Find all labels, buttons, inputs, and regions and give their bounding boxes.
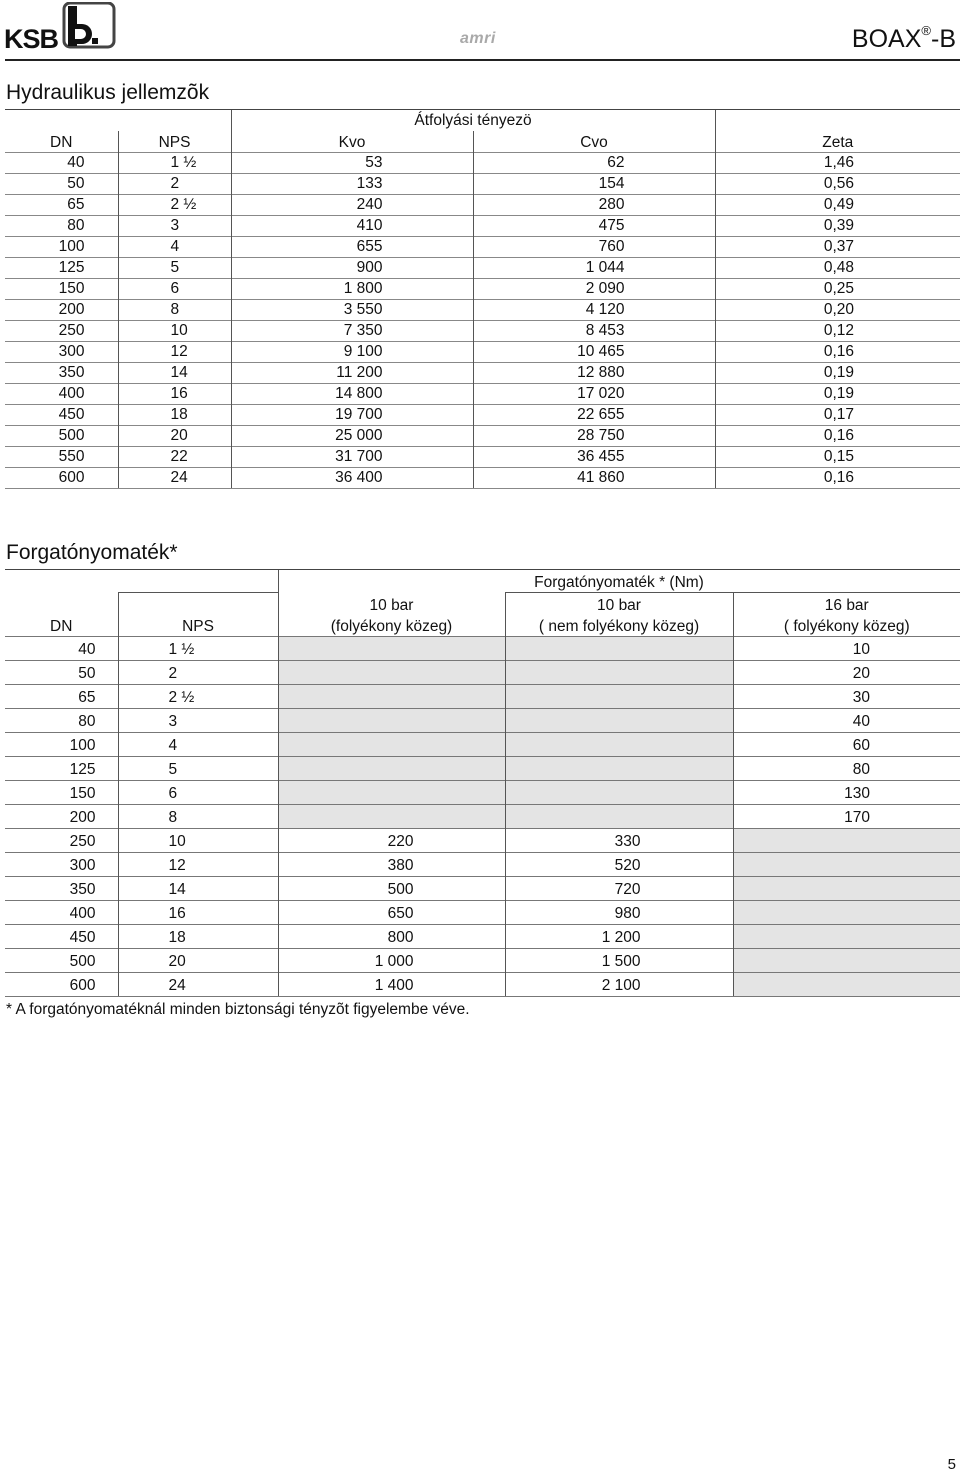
cell-dn: 300 xyxy=(5,853,118,877)
cell-cvo: 17 020 xyxy=(473,384,715,405)
cell-torque-10bar-nonliquid xyxy=(505,685,733,709)
cell-nps: 18 xyxy=(118,405,231,426)
table-row xyxy=(5,949,960,973)
cell-dn: 100 xyxy=(5,237,118,258)
cell-nps: 6 xyxy=(118,781,278,805)
cell-torque-10bar-nonliquid: 1 500 xyxy=(505,949,733,973)
cell-zeta: 0,17 xyxy=(715,405,960,426)
table-row xyxy=(5,195,960,216)
cell-nps: 5 xyxy=(118,757,278,781)
table-row xyxy=(5,216,960,237)
cell-cvo: 10 465 xyxy=(473,342,715,363)
cell-dn: 350 xyxy=(5,363,118,384)
column-header-dn: DN xyxy=(50,134,73,151)
cell-kvo: 36 400 xyxy=(231,468,473,489)
cell-torque-10bar-liquid: 380 xyxy=(278,853,505,877)
column-header-10bar-liquid: 10 bar xyxy=(278,593,505,616)
cell-torque-10bar-liquid xyxy=(278,709,505,733)
cell-nps: 12 xyxy=(118,342,231,363)
cell-nps: 20 xyxy=(118,426,231,447)
cell-kvo: 14 800 xyxy=(231,384,473,405)
cell-cvo: 1 044 xyxy=(473,258,715,279)
cell-nps: 2 ½ xyxy=(118,685,278,709)
table-row xyxy=(5,321,960,342)
table-row xyxy=(5,153,960,174)
table-row xyxy=(5,426,960,447)
torque-header-row-1 xyxy=(5,593,960,616)
cell-nps: 2 xyxy=(118,661,278,685)
table-row xyxy=(5,384,960,405)
cell-zeta: 0,20 xyxy=(715,300,960,321)
table-row xyxy=(5,757,960,781)
cell-torque-10bar-nonliquid xyxy=(505,757,733,781)
hydraulics-group-header-row xyxy=(5,110,960,132)
table-row xyxy=(5,781,960,805)
cell-dn: 450 xyxy=(5,925,118,949)
cell-dn: 450 xyxy=(5,405,118,426)
column-header-nps: NPS xyxy=(118,615,278,637)
table-row xyxy=(5,468,960,489)
cell-kvo: 133 xyxy=(231,174,473,195)
cell-dn: 65 xyxy=(5,195,118,216)
cell-torque-10bar-liquid: 1 400 xyxy=(278,973,505,997)
cell-zeta: 1,46 xyxy=(715,153,960,174)
cell-kvo: 900 xyxy=(231,258,473,279)
cell-torque-16bar-liquid: 170 xyxy=(733,805,960,829)
cell-nps: 2 xyxy=(118,174,231,195)
cell-torque-10bar-nonliquid: 980 xyxy=(505,901,733,925)
cell-torque-16bar-liquid: 60 xyxy=(733,733,960,757)
column-header-dn: DN xyxy=(50,618,73,635)
cell-torque-10bar-nonliquid xyxy=(505,733,733,757)
cell-nps: 8 xyxy=(118,805,278,829)
cell-torque-10bar-liquid xyxy=(278,781,505,805)
cell-nps: 24 xyxy=(118,973,278,997)
column-header-10bar-nonliquid-medium: ( nem folyékony közeg) xyxy=(505,615,733,637)
cell-dn: 65 xyxy=(5,685,118,709)
cell-zeta: 0,16 xyxy=(715,342,960,363)
cell-zeta: 0,39 xyxy=(715,216,960,237)
cell-nps: 3 xyxy=(118,709,278,733)
cell-zeta: 0,48 xyxy=(715,258,960,279)
cell-dn: 80 xyxy=(5,216,118,237)
column-header-zeta: Zeta xyxy=(715,131,960,153)
cell-torque-10bar-nonliquid: 720 xyxy=(505,877,733,901)
table-row xyxy=(5,363,960,384)
torque-group-header-row xyxy=(5,570,960,593)
cell-dn: 125 xyxy=(5,757,118,781)
cell-dn: 500 xyxy=(5,426,118,447)
cell-torque-16bar-liquid xyxy=(733,949,960,973)
cell-torque-10bar-nonliquid: 1 200 xyxy=(505,925,733,949)
cell-torque-10bar-nonliquid: 330 xyxy=(505,829,733,853)
cell-nps: 8 xyxy=(118,300,231,321)
cell-cvo: 8 453 xyxy=(473,321,715,342)
cell-zeta: 0,56 xyxy=(715,174,960,195)
table-row xyxy=(5,637,960,661)
cell-nps: 14 xyxy=(118,877,278,901)
cell-zeta: 0,19 xyxy=(715,363,960,384)
cell-cvo: 41 860 xyxy=(473,468,715,489)
cell-zeta: 0,37 xyxy=(715,237,960,258)
cell-torque-10bar-nonliquid: 520 xyxy=(505,853,733,877)
cell-dn: 350 xyxy=(5,877,118,901)
cell-torque-10bar-nonliquid xyxy=(505,709,733,733)
table-row xyxy=(5,279,960,300)
cell-torque-10bar-nonliquid: 2 100 xyxy=(505,973,733,997)
column-header-nps: NPS xyxy=(118,131,231,153)
cell-cvo: 760 xyxy=(473,237,715,258)
column-header-16bar-liquid: 16 bar xyxy=(733,593,960,616)
cell-kvo: 19 700 xyxy=(231,405,473,426)
cell-torque-10bar-liquid xyxy=(278,661,505,685)
cell-kvo: 410 xyxy=(231,216,473,237)
cell-dn: 150 xyxy=(5,279,118,300)
cell-cvo: 36 455 xyxy=(473,447,715,468)
table-row xyxy=(5,258,960,279)
table-row xyxy=(5,853,960,877)
cell-cvo: 475 xyxy=(473,216,715,237)
cell-torque-16bar-liquid: 30 xyxy=(733,685,960,709)
ksb-logo-icon xyxy=(58,2,116,50)
cell-dn: 550 xyxy=(5,447,118,468)
cell-kvo: 25 000 xyxy=(231,426,473,447)
cell-torque-16bar-liquid: 40 xyxy=(733,709,960,733)
cell-dn: 200 xyxy=(5,805,118,829)
table-row xyxy=(5,342,960,363)
cell-nps: 16 xyxy=(118,901,278,925)
cell-torque-10bar-liquid: 800 xyxy=(278,925,505,949)
table-row xyxy=(5,733,960,757)
cell-nps: 22 xyxy=(118,447,231,468)
cell-nps: 20 xyxy=(118,949,278,973)
cell-nps: 10 xyxy=(118,321,231,342)
cell-torque-10bar-liquid: 1 000 xyxy=(278,949,505,973)
cell-torque-16bar-liquid: 20 xyxy=(733,661,960,685)
cell-cvo: 22 655 xyxy=(473,405,715,426)
cell-nps: 10 xyxy=(118,829,278,853)
cell-dn: 125 xyxy=(5,258,118,279)
cell-nps: 14 xyxy=(118,363,231,384)
cell-dn: 50 xyxy=(5,174,118,195)
cell-dn: 50 xyxy=(5,661,118,685)
table-row xyxy=(5,174,960,195)
column-header-kvo: Kvo xyxy=(231,131,473,153)
cell-nps: 4 xyxy=(118,733,278,757)
cell-torque-10bar-nonliquid xyxy=(505,781,733,805)
cell-dn: 80 xyxy=(5,709,118,733)
cell-zeta: 0,49 xyxy=(715,195,960,216)
cell-cvo: 4 120 xyxy=(473,300,715,321)
cell-kvo: 3 550 xyxy=(231,300,473,321)
table-row xyxy=(5,685,960,709)
torque-section-title: Forgatónyomaték* xyxy=(6,541,178,564)
table-row xyxy=(5,405,960,426)
cell-nps: 1 ½ xyxy=(118,153,231,174)
hydraulics-table xyxy=(5,109,960,489)
cell-dn: 250 xyxy=(5,829,118,853)
hydraulics-column-header-row xyxy=(5,131,960,153)
table-row xyxy=(5,447,960,468)
page-header xyxy=(0,0,960,62)
cell-cvo: 154 xyxy=(473,174,715,195)
cell-torque-10bar-liquid xyxy=(278,637,505,661)
table-row xyxy=(5,925,960,949)
cell-torque-16bar-liquid: 80 xyxy=(733,757,960,781)
product-name xyxy=(851,22,956,54)
cell-torque-10bar-liquid xyxy=(278,805,505,829)
cell-torque-10bar-nonliquid xyxy=(505,661,733,685)
torque-group-header: Forgatónyomaték * (Nm) xyxy=(505,570,733,593)
cell-kvo: 31 700 xyxy=(231,447,473,468)
cell-kvo: 7 350 xyxy=(231,321,473,342)
hydraulics-section-title: Hydraulikus jellemzõk xyxy=(6,81,210,104)
cell-nps: 12 xyxy=(118,853,278,877)
cell-dn: 100 xyxy=(5,733,118,757)
table-row xyxy=(5,829,960,853)
cell-dn: 40 xyxy=(5,153,118,174)
cell-kvo: 53 xyxy=(231,153,473,174)
cell-dn: 300 xyxy=(5,342,118,363)
cell-torque-10bar-liquid xyxy=(278,757,505,781)
cell-zeta: 0,25 xyxy=(715,279,960,300)
cell-kvo: 11 200 xyxy=(231,363,473,384)
cell-torque-16bar-liquid: 10 xyxy=(733,637,960,661)
cell-torque-16bar-liquid xyxy=(733,925,960,949)
hydraulics-group-header: Átfolyási tényezö xyxy=(231,110,715,132)
cell-dn: 40 xyxy=(5,637,118,661)
cell-torque-16bar-liquid xyxy=(733,853,960,877)
table-row xyxy=(5,973,960,997)
torque-table xyxy=(5,569,960,997)
cell-zeta: 0,15 xyxy=(715,447,960,468)
cell-torque-10bar-nonliquid xyxy=(505,805,733,829)
cell-zeta: 0,16 xyxy=(715,426,960,447)
cell-dn: 600 xyxy=(5,468,118,489)
cell-nps: 2 ½ xyxy=(118,195,231,216)
table-row xyxy=(5,709,960,733)
brand-secondary-logo: amri xyxy=(460,30,496,47)
cell-dn: 500 xyxy=(5,949,118,973)
cell-cvo: 2 090 xyxy=(473,279,715,300)
company-logo-text: KSB xyxy=(4,24,59,54)
cell-nps: 16 xyxy=(118,384,231,405)
cell-torque-10bar-liquid xyxy=(278,733,505,757)
cell-cvo: 280 xyxy=(473,195,715,216)
cell-torque-16bar-liquid xyxy=(733,973,960,997)
cell-cvo: 12 880 xyxy=(473,363,715,384)
cell-nps: 18 xyxy=(118,925,278,949)
product-suffix: -B xyxy=(931,25,956,53)
cell-zeta: 0,16 xyxy=(715,468,960,489)
cell-torque-16bar-liquid xyxy=(733,901,960,925)
cell-nps: 5 xyxy=(118,258,231,279)
table-row xyxy=(5,901,960,925)
cell-torque-16bar-liquid xyxy=(733,877,960,901)
header-divider xyxy=(5,59,960,61)
hydraulics-table-body xyxy=(5,153,960,489)
cell-dn: 400 xyxy=(5,901,118,925)
cell-kvo: 1 800 xyxy=(231,279,473,300)
table-row xyxy=(5,300,960,321)
cell-torque-16bar-liquid: 130 xyxy=(733,781,960,805)
column-header-16bar-liquid-medium: ( folyékony közeg) xyxy=(733,615,960,637)
registered-mark: ® xyxy=(921,22,931,38)
page-number: 5 xyxy=(947,1456,956,1473)
cell-nps: 6 xyxy=(118,279,231,300)
cell-nps: 24 xyxy=(118,468,231,489)
table-row xyxy=(5,877,960,901)
cell-zeta: 0,19 xyxy=(715,384,960,405)
cell-cvo: 62 xyxy=(473,153,715,174)
cell-torque-10bar-nonliquid xyxy=(505,637,733,661)
cell-dn: 150 xyxy=(5,781,118,805)
torque-header-row-2 xyxy=(5,615,960,637)
table-row xyxy=(5,805,960,829)
cell-torque-10bar-liquid: 500 xyxy=(278,877,505,901)
table-row xyxy=(5,237,960,258)
table-row xyxy=(5,661,960,685)
cell-torque-10bar-liquid: 220 xyxy=(278,829,505,853)
torque-table-body xyxy=(5,637,960,997)
cell-zeta: 0,12 xyxy=(715,321,960,342)
cell-kvo: 655 xyxy=(231,237,473,258)
column-header-10bar-nonliquid: 10 bar xyxy=(505,593,733,616)
cell-dn: 250 xyxy=(5,321,118,342)
cell-nps: 3 xyxy=(118,216,231,237)
cell-kvo: 240 xyxy=(231,195,473,216)
cell-torque-10bar-liquid xyxy=(278,685,505,709)
cell-torque-16bar-liquid xyxy=(733,829,960,853)
cell-nps: 1 ½ xyxy=(118,637,278,661)
cell-dn: 400 xyxy=(5,384,118,405)
torque-footnote: * A forgatónyomatéknál minden biztonsági tényzõt figyelembe véve. xyxy=(6,1001,470,1018)
cell-cvo: 28 750 xyxy=(473,426,715,447)
cell-dn: 200 xyxy=(5,300,118,321)
column-header-10bar-liquid-medium: (folyékony közeg) xyxy=(278,615,505,637)
product-name-text: BOAX xyxy=(851,25,922,53)
cell-nps: 4 xyxy=(118,237,231,258)
column-header-cvo: Cvo xyxy=(473,131,715,153)
cell-dn: 600 xyxy=(5,973,118,997)
cell-torque-10bar-liquid: 650 xyxy=(278,901,505,925)
cell-kvo: 9 100 xyxy=(231,342,473,363)
